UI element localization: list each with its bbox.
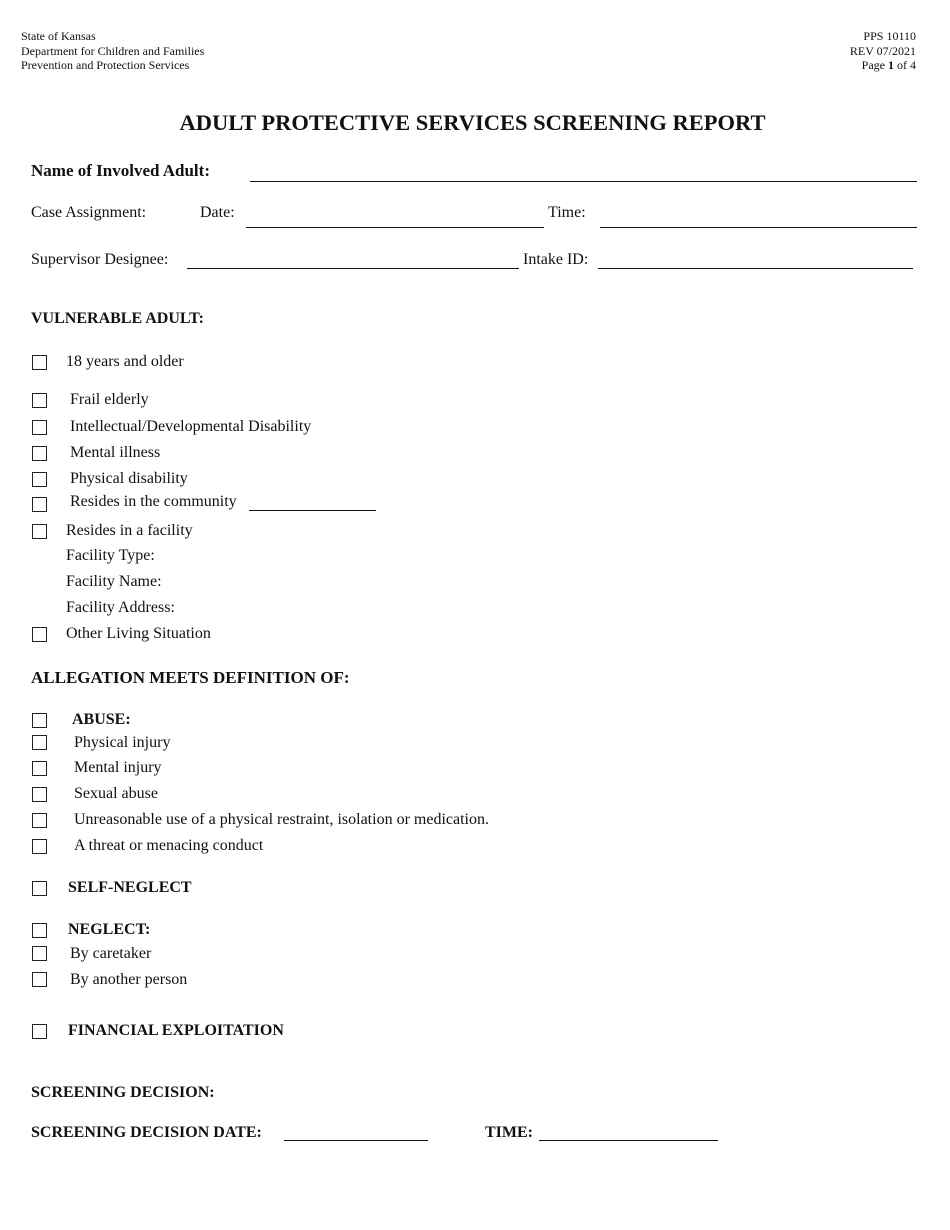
facility-type-label: Facility Type:	[66, 547, 155, 564]
page-number	[850, 58, 916, 73]
checkbox-physical-disability[interactable]	[32, 472, 47, 487]
supervisor-field[interactable]	[187, 268, 519, 269]
involved-adult-label: Name of Involved Adult:	[31, 161, 210, 180]
checkbox-by-caretaker[interactable]	[32, 946, 47, 961]
screening-date-field[interactable]	[284, 1140, 428, 1141]
label-by-caretaker: By caretaker	[70, 945, 152, 962]
checkbox-self-neglect[interactable]	[32, 881, 47, 896]
label-intellectual-disability: Intellectual/Developmental Disability	[70, 418, 312, 435]
page-title: ADULT PROTECTIVE SERVICES SCREENING REPORT	[179, 110, 766, 135]
checkbox-18-and-older[interactable]	[32, 355, 47, 370]
label-unreasonable-restraint: Unreasonable use of a physical restraint, isolation or medication.	[74, 811, 489, 828]
checkbox-frail-elderly[interactable]	[32, 393, 47, 408]
checkbox-sexual-abuse[interactable]	[32, 787, 47, 802]
checkbox-financial-exploitation[interactable]	[32, 1024, 47, 1039]
label-by-another-person: By another person	[70, 971, 188, 988]
involved-adult-field[interactable]	[250, 181, 917, 182]
label-mental-injury: Mental injury	[74, 759, 162, 776]
facility-name-label: Facility Name:	[66, 573, 162, 590]
form-info-block	[850, 29, 916, 73]
screening-time-field[interactable]	[539, 1140, 718, 1141]
checkbox-intellectual-disability[interactable]	[32, 420, 47, 435]
page-prefix: Page	[861, 58, 888, 72]
case-assignment-label: Case Assignment:	[31, 204, 147, 221]
checkbox-abuse[interactable]	[32, 713, 47, 728]
vulnerable-adult-heading: VULNERABLE ADULT:	[31, 310, 204, 327]
time-label: Time:	[548, 204, 586, 221]
checkbox-neglect[interactable]	[32, 923, 47, 938]
label-abuse: ABUSE:	[72, 711, 131, 728]
label-threat-menacing: A threat or menacing conduct	[74, 837, 264, 854]
form-revision: REV 07/2021	[849, 43, 916, 58]
label-resides-facility: Resides in a facility	[66, 522, 193, 539]
checkbox-mental-illness[interactable]	[32, 446, 47, 461]
checkbox-mental-injury[interactable]	[32, 761, 47, 776]
time-field[interactable]	[600, 227, 917, 228]
screening-time-label: TIME:	[485, 1124, 533, 1141]
checkbox-resides-community[interactable]	[32, 497, 47, 512]
checkbox-unreasonable-restraint[interactable]	[32, 813, 47, 828]
checkbox-threat-menacing[interactable]	[32, 839, 47, 854]
label-mental-illness: Mental illness	[70, 444, 161, 461]
checkbox-physical-injury[interactable]	[32, 735, 47, 750]
label-physical-injury: Physical injury	[74, 734, 171, 751]
agency-line-division: Prevention and Protection Services	[21, 58, 190, 72]
label-financial-exploitation: FINANCIAL EXPLOITATION	[68, 1022, 284, 1039]
agency-block	[21, 29, 204, 73]
checkbox-by-another-person[interactable]	[32, 972, 47, 987]
label-sexual-abuse: Sexual abuse	[74, 785, 158, 802]
checkbox-resides-facility[interactable]	[32, 524, 47, 539]
label-resides-community: Resides in the community	[70, 493, 237, 510]
supervisor-label: Supervisor Designee:	[31, 251, 169, 268]
screening-decision-label: SCREENING DECISION:	[31, 1084, 215, 1101]
community-field[interactable]	[249, 510, 376, 511]
agency-line-department: Department for Children and Families	[21, 43, 205, 58]
screening-date-label: SCREENING DECISION DATE:	[31, 1124, 262, 1141]
form-id: PPS 10110	[863, 29, 916, 43]
label-neglect: NEGLECT:	[68, 921, 151, 938]
intake-label: Intake ID:	[523, 251, 589, 268]
label-other-living: Other Living Situation	[66, 625, 211, 642]
label-self-neglect: SELF-NEGLECT	[68, 879, 192, 896]
label-18-and-older: 18 years and older	[66, 353, 184, 370]
allegation-heading: ALLEGATION MEETS DEFINITION OF:	[31, 668, 350, 687]
date-label: Date:	[200, 204, 235, 221]
page-current: 1	[888, 58, 894, 72]
label-physical-disability: Physical disability	[70, 470, 188, 487]
page-suffix: of 4	[894, 58, 916, 72]
checkbox-other-living[interactable]	[32, 627, 47, 642]
intake-field[interactable]	[598, 268, 913, 269]
label-frail-elderly: Frail elderly	[70, 391, 149, 408]
facility-address-label: Facility Address:	[66, 599, 175, 616]
date-field[interactable]	[246, 227, 544, 228]
agency-line-state: State of Kansas	[21, 29, 96, 43]
